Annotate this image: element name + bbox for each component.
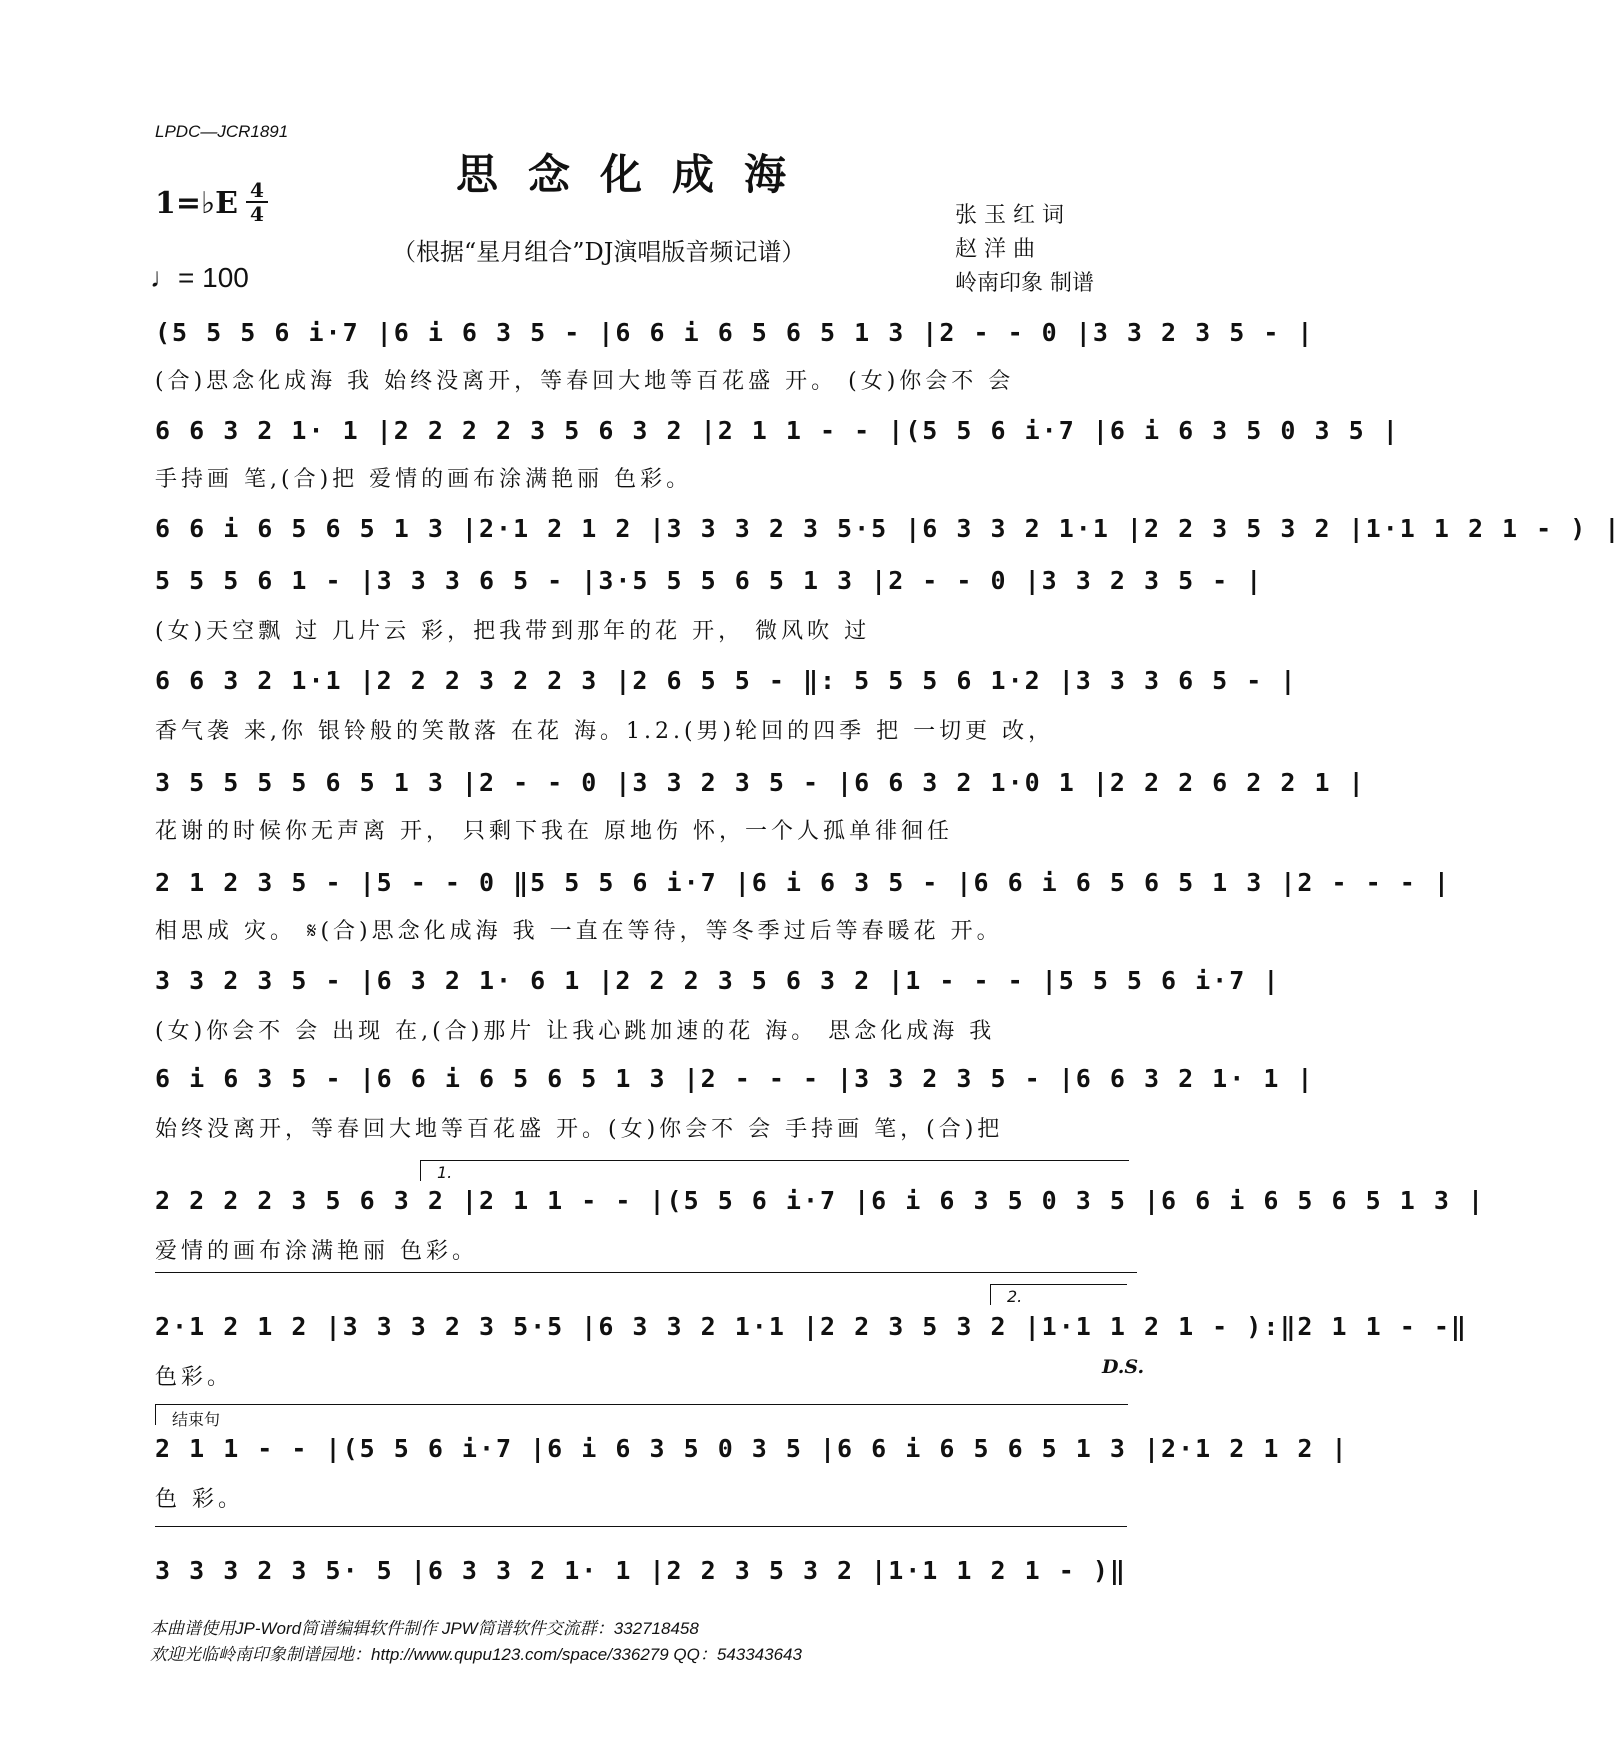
meter-bottom: 4 [250,202,264,226]
lyric-row-5: 香气袭 来,你 银铃般的笑散落 在花 海。1.2.(男)轮回的四季 把 一切更 改， [155,719,1055,744]
notation-row-4: 5 5 5 6 1 - |3 3 3 6 5 - |3·5 5 5 6 5 1 3 |2 - - 0 |3 3 2 3 5 - | [155,566,1264,595]
coda-label: 结束句 [172,1410,221,1429]
volta-1-label: 1. [437,1163,453,1182]
notation-row-10: 2 2 2 2 3 5 6 3 2 |2 1 1 - - |(5 5 6 i·7 |6 i 6 3 5 0 3 5 |6 6 i 6 5 6 5 1 3 | [155,1186,1485,1215]
notation-row-3: 6 6 i 6 5 6 5 1 3 |2·1 2 1 2 |3 3 3 2 3 5·5 |6 3 3 2 1·1 |2 2 3 5 3 2 |1·1 1 2 1 - ) | [155,514,1621,543]
notation-row-9: 6 i 6 3 5 - |6 6 i 6 5 6 5 1 3 |2 - - - |3 3 2 3 5 - |6 6 3 2 1· 1 | [155,1064,1315,1093]
coda-divider [155,1526,1127,1527]
lyric-row-8: (女)你会不 会 出现 在,(合)那片 让我心跳加速的花 海。 思念化成海 我 [155,1019,996,1044]
ds-mark: D.S. [1102,1356,1145,1378]
footer-line-2: 欢迎光临岭南印象制谱园地：http://www.qupu123.com/space/336279 QQ：543343643 [150,1645,802,1664]
footer-line-1: 本曲谱使用JP-Word简谱编辑软件制作 JPW简谱软件交流群：332718458 [150,1619,699,1638]
lyric-row-9: 始终没离开，等春回大地等百花盛 开。(女)你会不 会 手持画 笔，(合)把 [155,1117,1004,1142]
time-signature [246,180,268,224]
arranger-credit: 岭南印象 制谱 [955,271,1094,296]
key-signature: 1=♭E [155,186,239,221]
notation-row-8: 3 3 2 3 5 - |6 3 2 1· 6 1 |2 2 2 3 5 6 3 2 |1 - - - |5 5 5 6 i·7 | [155,966,1281,995]
notation-row-7: 2 1 2 3 5 - |5 - - 0 ‖5 5 5 6 i·7 |6 i 6 3 5 - |6 6 i 6 5 6 5 1 3 |2 - - - | [155,868,1451,897]
lyric-row-10: 爱情的画布涂满艳丽 色彩。 [155,1239,478,1264]
lyricist-credit: 张 玉 红 词 [955,203,1064,228]
staff-divider [155,1272,1137,1273]
lyric-row-1: (合)思念化成海 我 始终没离开，等春回大地等百花盛 开。 (女)你会不 会 [155,369,1015,394]
meter-top: 4 [250,178,264,202]
lyric-row-6: 花谢的时候你无声离 开， 只剩下我在 原地伤 怀，一个人孤单徘徊任 [155,819,953,844]
score-code: LPDC—JCR1891 [155,122,289,141]
lyric-row-2: 手持画 笔,(合)把 爱情的画布涂满艳丽 色彩。 [155,467,693,492]
coda-bracket [155,1404,1128,1429]
subtitle: （根据“星月组合”DJ演唱版音频记谱） [392,238,806,266]
notation-row-11: 2·1 2 1 2 |3 3 3 2 3 5·5 |6 3 3 2 1·1 |2 2 3 5 3 2 |1·1 1 2 1 - ):‖2 1 1 - -‖ [155,1312,1468,1341]
lyric-row-7: 相思成 灾。 𝄋(合)思念化成海 我 一直在等待，等冬季过后等春暖花 开。 [155,919,1003,944]
tempo-mark: ♩= 100 [150,262,249,293]
notation-row-2: 6 6 3 2 1· 1 |2 2 2 2 3 5 6 3 2 |2 1 1 - - |(5 5 6 i·7 |6 i 6 3 5 0 3 5 | [155,416,1400,445]
volta-2-bracket [990,1284,1127,1305]
notation-row-13: 3 3 3 2 3 5· 5 |6 3 3 2 1· 1 |2 2 3 5 3 2 |1·1 1 2 1 - )‖ [155,1556,1127,1585]
lyric-row-4: (女)天空飘 过 几片云 彩，把我带到那年的花 开， 微风吹 过 [155,619,871,644]
notation-row-6: 3 5 5 5 5 6 5 1 3 |2 - - 0 |3 3 2 3 5 - |6 6 3 2 1·0 1 |2 2 2 6 2 2 1 | [155,768,1366,797]
notation-row-12: 2 1 1 - - |(5 5 6 i·7 |6 i 6 3 5 0 3 5 |6 6 i 6 5 6 5 1 3 |2·1 2 1 2 | [155,1434,1349,1463]
volta-1-bracket [420,1160,1129,1181]
composer-credit: 赵 洋 曲 [955,237,1035,262]
volta-2-label: 2. [1007,1287,1023,1306]
notation-row-5: 6 6 3 2 1·1 |2 2 2 3 2 2 3 |2 6 5 5 - ‖: 5 5 5 6 1·2 |3 3 3 6 5 - | [155,666,1298,695]
page-title: 思念化成海 [455,150,816,199]
lyric-row-12: 色 彩。 [155,1487,244,1512]
notation-row-1: (5 5 5 6 i·7 |6 i 6 3 5 - |6 6 i 6 5 6 5 1 3 |2 - - 0 |3 3 2 3 5 - | [155,318,1315,347]
lyric-row-11: 色彩。 [155,1365,234,1390]
